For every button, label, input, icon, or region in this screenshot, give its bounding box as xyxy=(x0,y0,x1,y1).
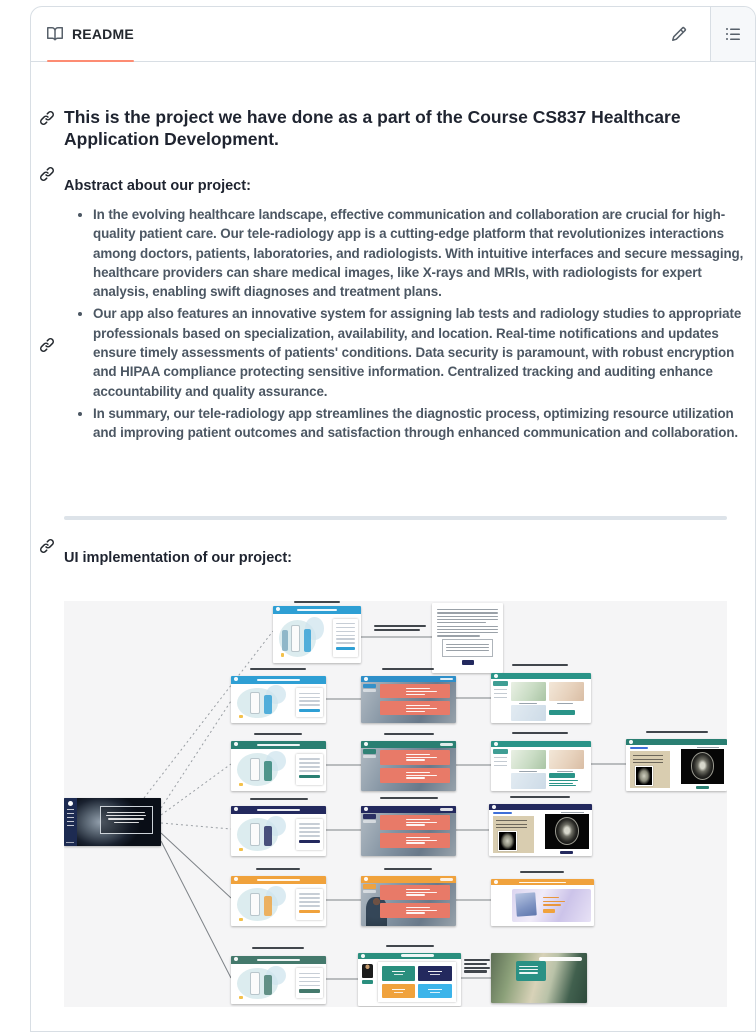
ui-implementation-diagram-image xyxy=(64,601,727,1007)
readme-header xyxy=(31,7,755,62)
lab-booking-screenshot xyxy=(491,741,591,791)
admin-login-screenshot xyxy=(231,956,326,1004)
bullet-item: • In the evolving healthcare landscape, effective communication and collaboration are crucial for high-quality patient care. Our tele-radiology app is a cutting-edge platform that revolutionizes interactions among doctors, patients, laboratories, and radiologists. With intuitive interfaces and secure messaging, healthcare providers can share medical images, like X-rays and MRIs, with radiologists for expert analysis, enabling swift diagnoses and treatment plans. xyxy=(93,205,756,301)
heading-link-icon[interactable] xyxy=(39,110,55,126)
diagram-caption-text xyxy=(254,733,302,737)
admin-dashboard-screenshot xyxy=(358,953,461,1006)
appointment-booking-screenshot xyxy=(491,673,591,723)
book-icon xyxy=(47,26,63,42)
abstract-heading: Abstract about our project: xyxy=(64,178,251,195)
central-xray-viewer-screenshot xyxy=(64,798,161,846)
header-right-segment xyxy=(710,7,755,61)
radiologist-dashboard-screenshot xyxy=(361,806,456,856)
diagram-caption-text xyxy=(384,868,432,872)
availability-page-screenshot xyxy=(491,879,594,926)
radiologist-login-screenshot xyxy=(231,806,326,856)
tab-readme[interactable] xyxy=(47,7,134,61)
diagram-caption-text xyxy=(520,871,564,875)
heading-link-icon[interactable] xyxy=(39,166,55,182)
anchor-link-icon[interactable] xyxy=(39,337,55,353)
heading-link-icon[interactable] xyxy=(39,538,55,554)
pencil-icon xyxy=(671,26,687,42)
doctor-dashboard-screenshot xyxy=(361,676,456,723)
diagram-caption-text xyxy=(380,797,438,801)
scan-viewer-teal-screenshot xyxy=(626,739,727,791)
bullet-item: • Our app also features an innovative system for assigning lab tests and radiology studies to appropriate professionals based on specialization, availability, and location. Real-time notifications and updates ensure timely assessments of patients' conditions. Data security is paramount, with robust encryption and HIPAA compliance protecting sensitive information. Centralized tracking and auditing enhance accountability and quality assurance. xyxy=(93,304,756,400)
readme-content xyxy=(31,61,755,1031)
lab-dashboard-screenshot xyxy=(361,876,456,926)
lab-login-screenshot xyxy=(231,876,326,926)
ui-implementation-heading: UI implementation of our project: xyxy=(64,550,292,567)
diagram-caption-text xyxy=(512,664,568,668)
abstract-bullet-list xyxy=(64,205,756,446)
bullet-item: • In summary, our tele-radiology app streamlines the diagnostic process, optimizing resource utilization and improving patient outcomes and satisfaction through enhanced communication and collaboration. xyxy=(93,404,756,443)
diagram-caption-text xyxy=(250,798,308,802)
section-divider xyxy=(64,516,727,520)
doctor-login-screenshot xyxy=(231,676,326,723)
list-unordered-icon xyxy=(725,26,741,42)
diagram-caption-text xyxy=(510,796,570,800)
register-page-screenshot xyxy=(273,606,361,663)
diagram-caption-text xyxy=(386,945,434,949)
terms-document-screenshot xyxy=(432,603,503,673)
diagram-caption-text xyxy=(250,668,306,672)
diagram-caption-text xyxy=(464,959,490,974)
outline-button[interactable] xyxy=(717,18,749,50)
diagram-caption-text xyxy=(374,625,426,633)
readme-panel xyxy=(30,6,756,1032)
scan-viewer-navy-screenshot xyxy=(489,804,592,856)
tab-readme-label: README xyxy=(72,26,134,42)
diagram-caption-text xyxy=(512,732,568,736)
edit-readme-button[interactable] xyxy=(663,18,695,50)
patient-dashboard-screenshot xyxy=(361,741,456,791)
page-title: This is the project we have done as a part of the Course CS837 Healthcare Application Development. xyxy=(64,106,681,149)
patient-login-screenshot xyxy=(231,741,326,791)
diagram-caption-text xyxy=(252,947,304,951)
diagram-caption-text xyxy=(384,733,434,737)
diagram-caption-text xyxy=(256,868,300,872)
diagram-caption-text xyxy=(646,731,708,735)
diagram-caption-text xyxy=(382,668,434,672)
diagram-caption-text xyxy=(294,601,340,605)
team-meeting-photo xyxy=(491,953,587,1003)
